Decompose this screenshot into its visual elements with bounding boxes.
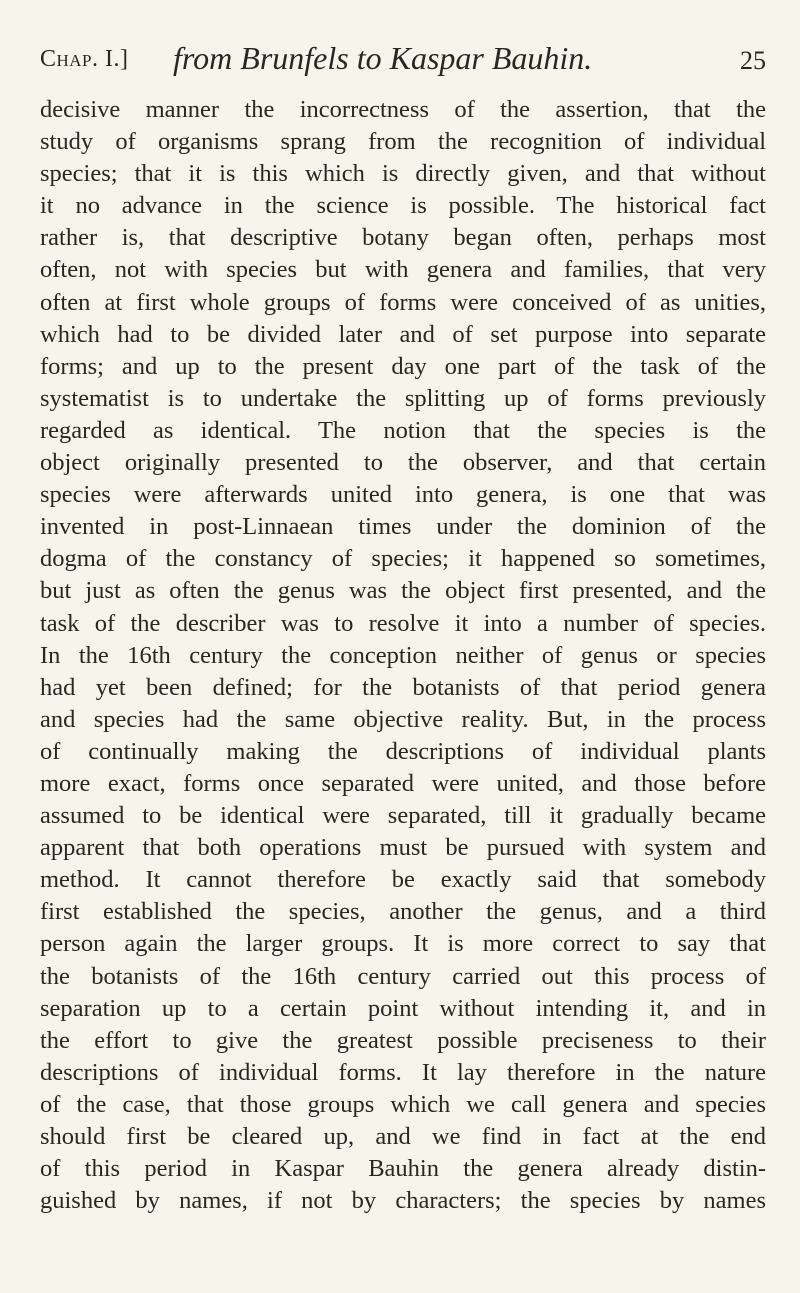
body-paragraph [40,94,766,1217]
text-line: of this period in Kaspar Bauhin the genera already distin- [40,1155,766,1183]
text-line: species were afterwards united into genera, is one that was [40,481,766,509]
text-line: invented in post-Linnaean times under the dominion of the [40,513,766,541]
text-line: rather is, that descriptive botany began often, perhaps most [40,224,766,252]
text-line: species; that it is this which is directly given, and that without [40,160,766,188]
text-line: person again the larger groups. It is more correct to say that [40,930,766,958]
text-line: object originally presented to the observer, and that certain [40,449,766,477]
text-line: more exact, forms once separated were united, and those before [40,769,766,797]
text-line: often at first whole groups of forms were conceived of as unities, [40,288,766,316]
text-line: often, not with species but with genera and families, that very [40,256,766,284]
text-line: task of the describer was to resolve it into a number of species. [40,609,766,637]
text-line: the botanists of the 16th century carried out this process of [40,962,766,990]
text-line: assumed to be identical were separated, till it gradually became [40,802,766,830]
text-line: of continually making the descriptions of individual plants [40,737,766,765]
text-line: the effort to give the greatest possible preciseness to their [40,1026,766,1054]
text-line: decisive manner the incorrectness of the assertion, that the [40,96,766,123]
text-line: systematist is to undertake the splitting up of forms previously [40,384,766,412]
text-line: but just as often the genus was the object first presented, and the [40,577,766,605]
text-line: dogma of the constancy of species; it happened so sometimes, [40,545,766,573]
page-number: 25 [740,46,766,75]
text-line: descriptions of individual forms. It lay therefore in the nature [40,1058,766,1086]
text-line: regarded as identical. The notion that the species is the [40,416,766,444]
text-line: forms; and up to the present day one part of the task of the [40,352,766,380]
running-head [40,40,766,90]
text-line: study of organisms sprang from the recognition of individual [40,128,766,156]
running-title: from Brunfels to Kaspar Bauhin. [173,40,593,76]
text-line: In the 16th century the conception neither of genus or species [40,641,766,669]
text-line: which had to be divided later and of set purpose into separate [40,320,766,348]
text-line: it no advance in the science is possible. The historical fact [40,192,766,220]
text-line: had yet been defined; for the botanists of that period genera [40,673,766,701]
text-line: guished by names, if not by characters; the species by names [40,1187,766,1215]
text-line: of the case, that those groups which we call genera and species [40,1090,766,1118]
text-line: apparent that both operations must be pursued with system and [40,834,766,862]
text-line: and species had the same objective reality. But, in the process [40,705,766,733]
text-line: separation up to a certain point without intending it, and in [40,994,766,1022]
text-line: first established the species, another the genus, and a third [40,898,766,926]
chapter-reference: Chap. I.] [40,46,129,72]
text-line: method. It cannot therefore be exactly said that somebody [40,866,766,894]
text-line: should first be cleared up, and we find in fact at the end [40,1123,766,1150]
